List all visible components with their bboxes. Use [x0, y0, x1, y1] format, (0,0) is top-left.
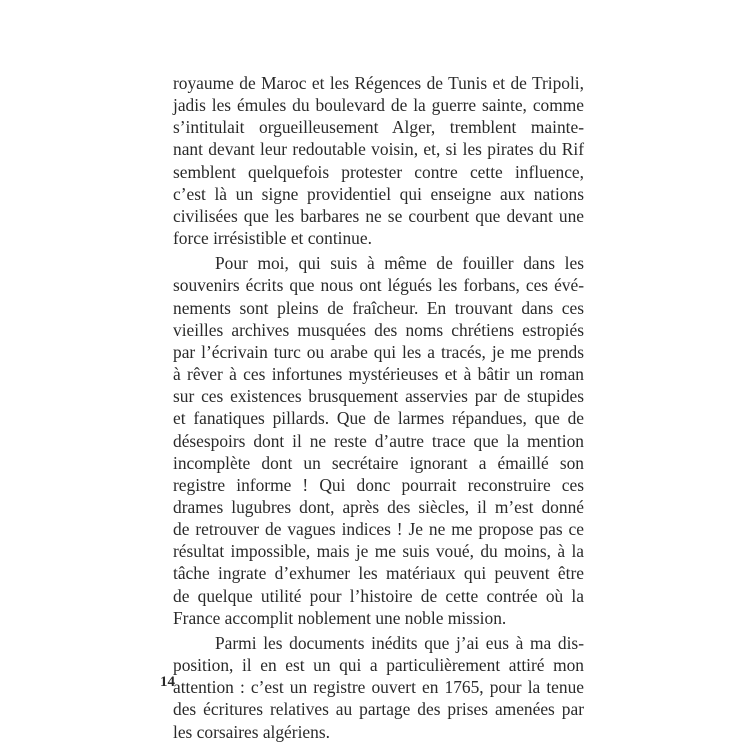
text-line: royaume de Maroc et les Régences de Tunis et de Tripoli, — [173, 73, 584, 93]
text-line: désespoirs dont il ne reste d’autre trace que la mention — [173, 430, 584, 451]
text-line: des écritures relatives au partage des prises amenées par — [173, 699, 584, 720]
text-line: Parmi les documents inédits que j’ai eus à ma dis- — [215, 632, 584, 653]
text-line: c’est là un signe providentiel qui enseigne aux nations — [173, 183, 584, 204]
text-line: civilisées que les barbares ne se courbent que devant une — [173, 205, 584, 226]
text-line: position, il en est un qui a particulièrement attiré mon — [173, 655, 584, 676]
text-line: de retrouver de vagues indices ! Je ne me propose pas ce — [173, 519, 584, 540]
text-line: nements sont pleins de fraîcheur. En trouvant dans ces — [173, 297, 584, 318]
text-line: sur ces existences brusquement asservies par de stupides — [173, 386, 584, 407]
text-line: drames lugubres dont, après des siècles, il m’est donné — [173, 496, 584, 517]
text-line: les corsaires algériens. — [173, 721, 330, 742]
text-line: jadis les émules du boulevard de la guerre sainte, comme — [173, 95, 584, 116]
text-line: force irrésistible et continue. — [173, 228, 372, 249]
text-line: résultat impossible, mais je me suis voué, du moins, à la — [173, 541, 584, 562]
text-line: de quelque utilité pour l’histoire de cette contrée où la — [173, 585, 584, 606]
text-line: vieilles archives musquées des noms chrétiens estropiés — [173, 319, 584, 340]
text-line: incomplète dont un secrétaire ignorant a émaillé son — [173, 452, 584, 473]
body-text — [173, 72, 584, 743]
text-line: à rêver à ces infortunes mystérieuses et à bâtir un roman — [173, 364, 584, 385]
text-line: par l’écrivain turc ou arabe qui les a tracés, je me prends — [173, 341, 584, 362]
text-line: tâche ingrate d’exhumer les matériaux qui peuvent être — [173, 563, 584, 584]
page-number: 14 — [160, 674, 175, 690]
text-line: s’intitulait orgueilleusement Alger, tremblent mainte- — [173, 117, 584, 138]
text-line: souvenirs écrits que nous ont légués les forbans, ces évé- — [173, 275, 584, 296]
text-line: et fanatiques pillards. Que de larmes répandues, que de — [173, 408, 584, 429]
text-line: semblent quelquefois protester contre cette influence, — [173, 161, 584, 182]
text-line: registre informe ! Qui donc pourrait reconstruire ces — [173, 474, 584, 495]
paragraph-1 — [173, 72, 584, 249]
text-line: nant devant leur redoutable voisin, et, si les pirates du Rif — [173, 139, 584, 160]
paragraph-3 — [173, 632, 584, 743]
text-line: France accomplit noblement une noble mission. — [173, 607, 507, 628]
paragraph-2 — [173, 252, 584, 629]
text-line: Pour moi, qui suis à même de fouiller dans les — [215, 253, 584, 274]
text-line: attention : c’est un registre ouvert en 1765, pour la tenue — [173, 677, 584, 698]
